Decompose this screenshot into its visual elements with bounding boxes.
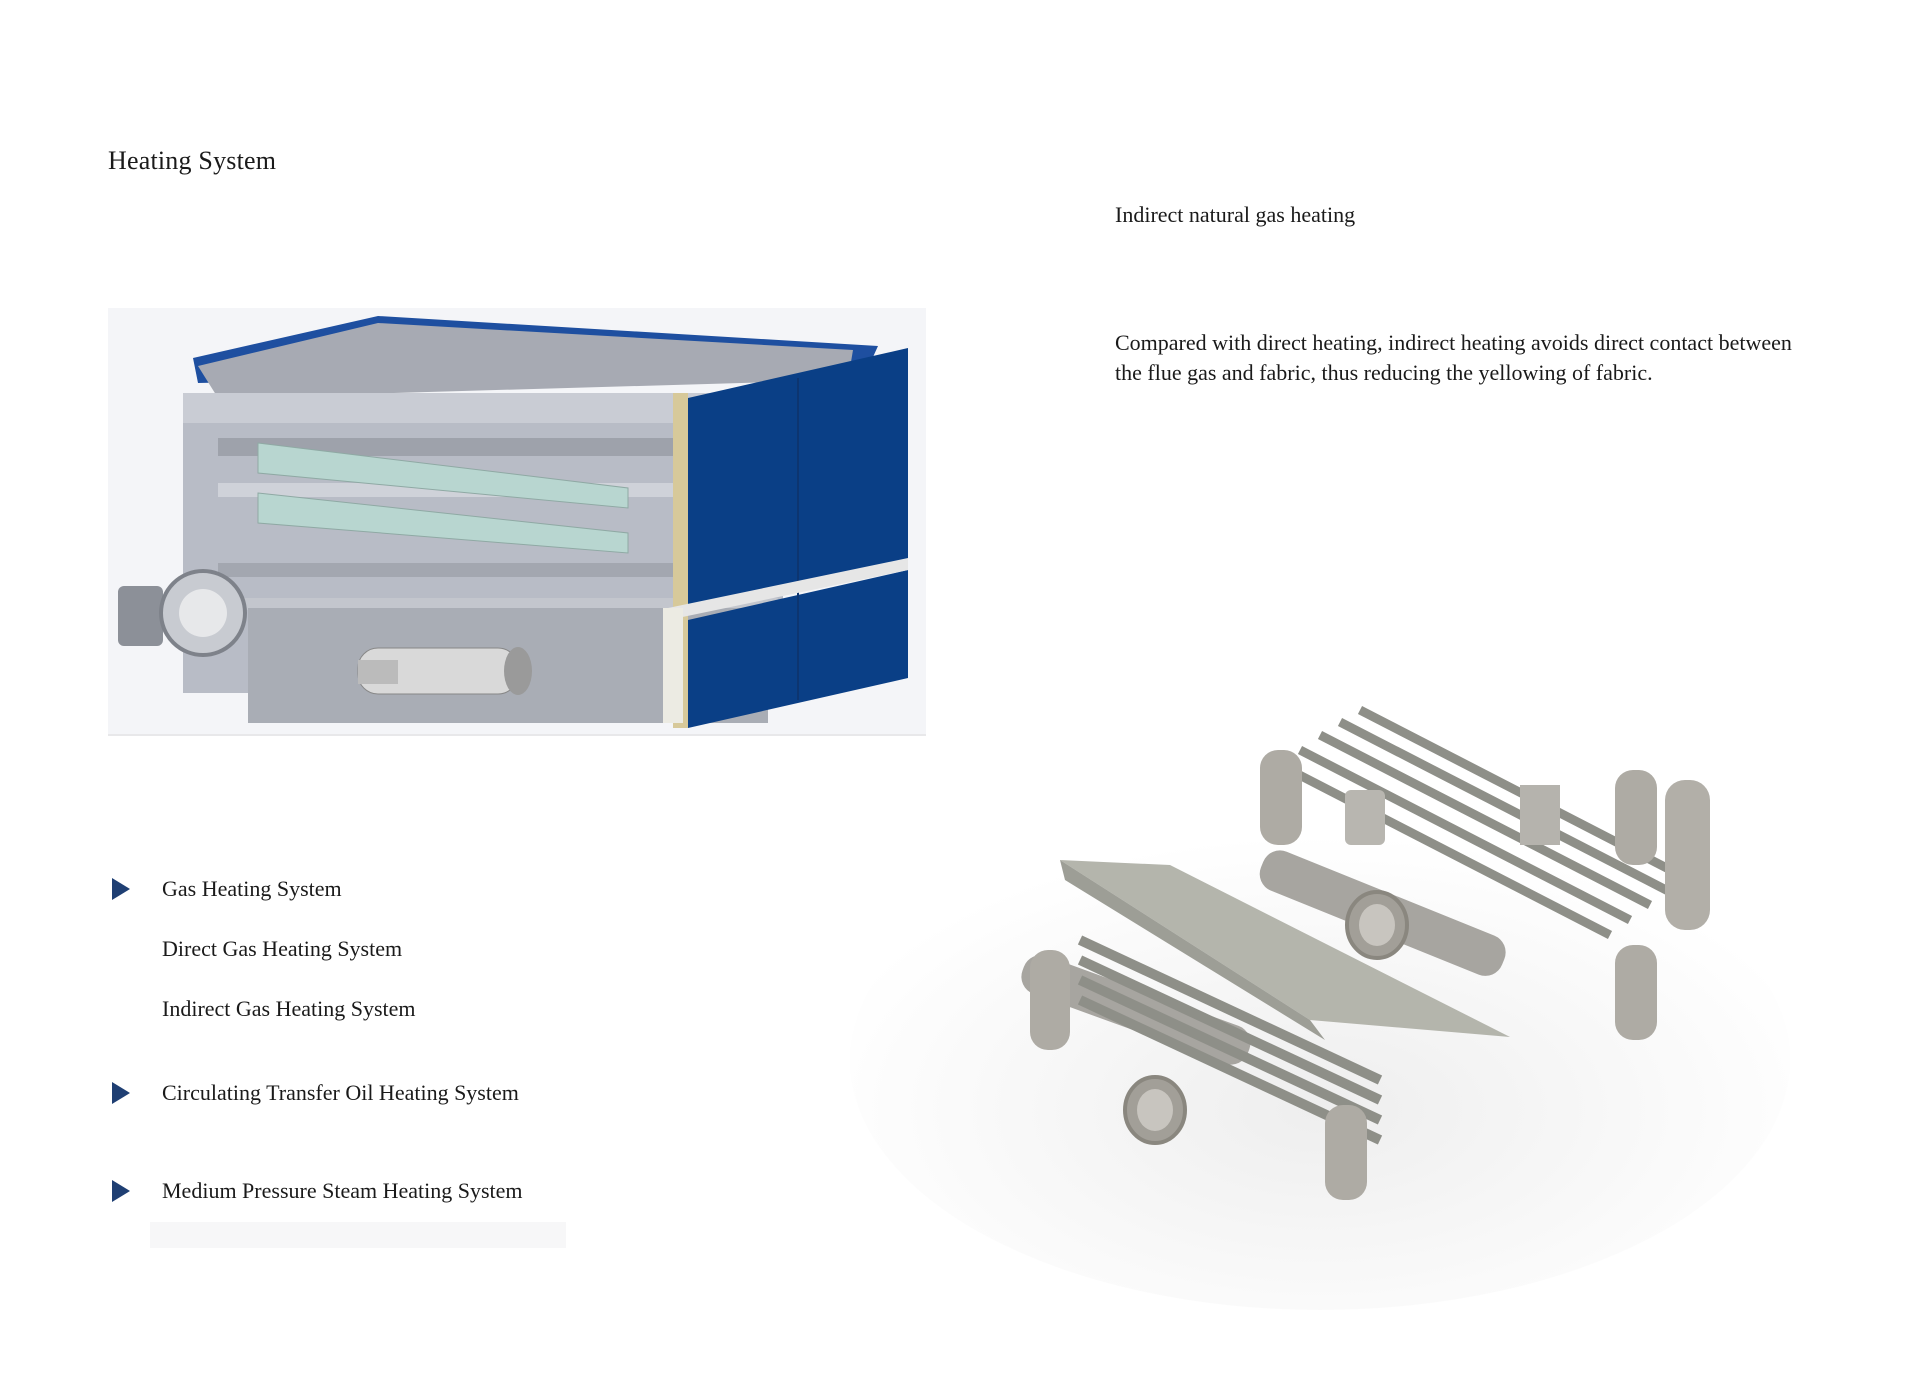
menu-item-direct-gas-heating-system[interactable]: [108, 936, 402, 962]
section-subtitle: Indirect natural gas heating: [1115, 202, 1356, 227]
triangle-right-icon: [112, 1082, 130, 1104]
section-description: Compared with direct heating, indirect heating avoids direct contact between the flue gas and fabric, thus reducing the yellowing of fabric.: [1115, 330, 1792, 385]
highlight-bar: [150, 1222, 566, 1248]
menu-item-gas-heating-system[interactable]: [108, 876, 342, 902]
menu-item-label: Circulating Transfer Oil Heating System: [162, 1080, 519, 1105]
triangle-right-icon: [112, 1180, 130, 1202]
triangle-right-icon: [112, 878, 130, 900]
menu-item-label: Direct Gas Heating System: [162, 936, 403, 961]
menu-item-label: Indirect Gas Heating System: [162, 996, 416, 1021]
menu-item-indirect-gas-heating-system[interactable]: [108, 996, 416, 1022]
menu-item-label: Gas Heating System: [162, 876, 342, 901]
heat-exchanger-image: [820, 680, 1820, 1330]
menu-item-circulating-transfer-oil-heating-system[interactable]: [108, 1080, 519, 1106]
page-title: Heating System: [108, 146, 277, 175]
menu-item-medium-pressure-steam-heating-system[interactable]: [108, 1178, 523, 1204]
menu-item-label: Medium Pressure Steam Heating System: [162, 1178, 523, 1203]
heating-options-list: [108, 0, 708, 1374]
